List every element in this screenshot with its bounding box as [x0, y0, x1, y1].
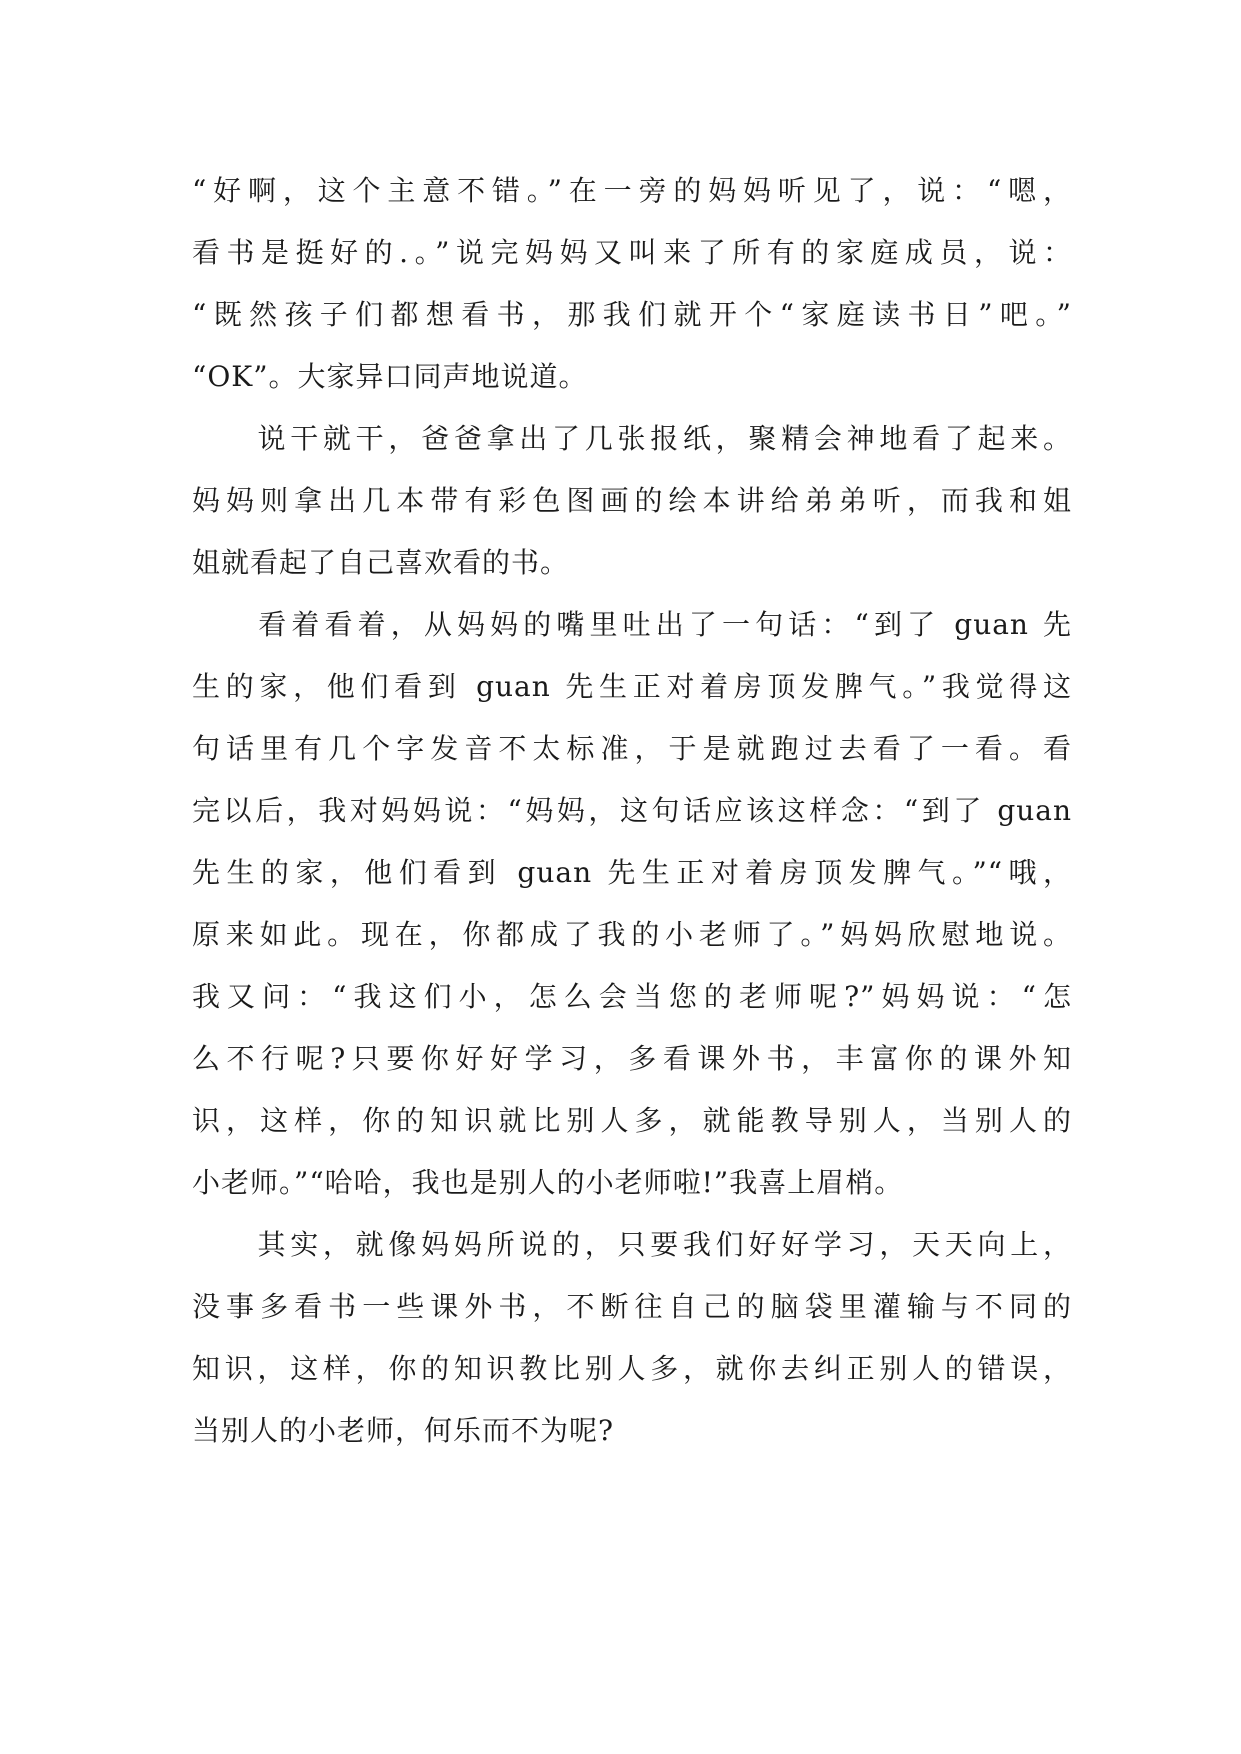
text-line: “好啊，这个主意不错。”在一旁的妈妈听见了，说：“嗯， — [192, 174, 1072, 207]
text-line: 生的家，他们看到 guan 先生正对着房顶发脾气。”我觉得这 — [192, 670, 1072, 703]
text-line: 句话里有几个字发音不太标准，于是就跑过去看了一看。看 — [192, 732, 1072, 765]
text-line: 当别人的小老师，何乐而不为呢? — [192, 1414, 615, 1447]
text-line: 看书是挺好的.。”说完妈妈又叫来了所有的家庭成员，说： — [192, 236, 1072, 269]
text-line: “OK”。大家异口同声地说道。 — [192, 360, 588, 393]
text-line: 姐就看起了自己喜欢看的书。 — [192, 546, 570, 579]
text-line: 原来如此。现在，你都成了我的小老师了。”妈妈欣慰地说。 — [192, 918, 1072, 951]
text-line: 小老师。”“哈哈，我也是别人的小老师啦!”我喜上眉梢。 — [192, 1166, 904, 1199]
text-line: 我又问：“我这们小，怎么会当您的老师呢?”妈妈说：“怎 — [192, 980, 1072, 1013]
text-line: 知识，这样，你的知识教比别人多，就你去纠正别人的错误， — [192, 1352, 1072, 1385]
body-text — [192, 160, 1072, 1462]
text-line: “既然孩子们都想看书，那我们就开个“家庭读书日”吧。” — [192, 298, 1072, 331]
text-line: 说干就干，爸爸拿出了几张报纸，聚精会神地看了起来。 — [192, 422, 1072, 455]
text-line: 没事多看书一些课外书，不断往自己的脑袋里灌输与不同的 — [192, 1290, 1072, 1323]
text-line: 妈妈则拿出几本带有彩色图画的绘本讲给弟弟听，而我和姐 — [192, 484, 1072, 517]
text-line: 识，这样，你的知识就比别人多，就能教导别人，当别人的 — [192, 1104, 1072, 1137]
text-line: 么不行呢?只要你好好学习，多看课外书，丰富你的课外知 — [192, 1042, 1072, 1075]
text-line: 其实，就像妈妈所说的，只要我们好好学习，天天向上， — [192, 1228, 1072, 1261]
text-line: 先生的家，他们看到 guan 先生正对着房顶发脾气。”“哦， — [192, 856, 1072, 889]
text-line: 看着看着，从妈妈的嘴里吐出了一句话：“到了 guan 先 — [192, 608, 1072, 641]
text-line: 完以后，我对妈妈说：“妈妈，这句话应该这样念：“到了 guan — [192, 794, 1072, 827]
